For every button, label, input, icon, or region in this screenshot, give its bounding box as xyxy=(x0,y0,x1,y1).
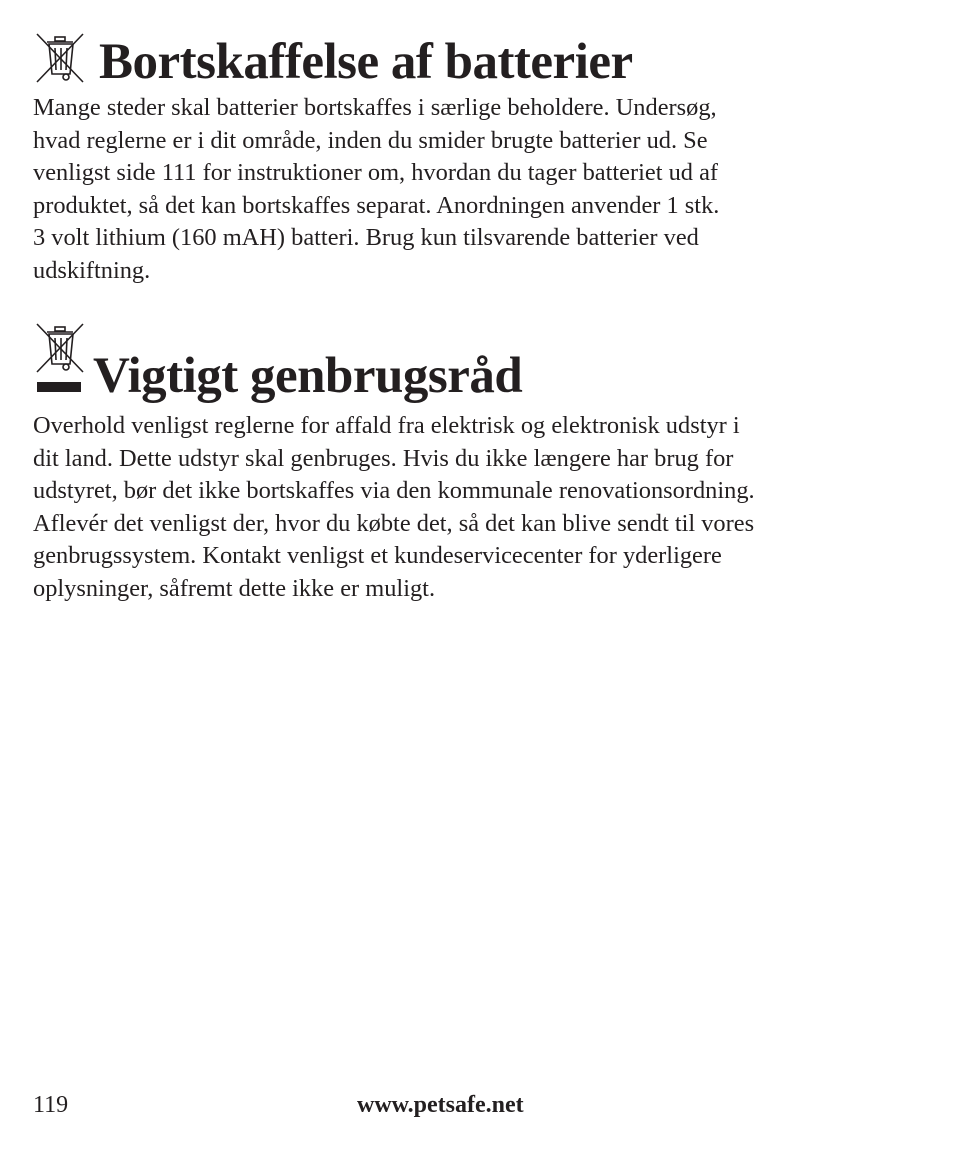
battery-disposal-heading-row xyxy=(33,30,933,90)
paragraph-line: udstyret, bør det ikke bortskaffes via den kommunale renovationsordning. xyxy=(33,477,755,504)
paragraph-line: venligst side 111 for instruktioner om, hvordan du tager batteriet ud af xyxy=(33,159,719,186)
paragraph-line: hvad reglerne er i dit område, inden du smider brugte batterier ud. Se xyxy=(33,126,708,154)
paragraph-line: dit land. Dette udstyr skal genbruges. Hvis du ikke længere har brug for xyxy=(33,444,734,472)
recycling-advice-paragraph xyxy=(33,410,933,605)
battery-disposal-title: Bortskaffelse af batterier xyxy=(99,34,633,90)
paragraph-line: Overhold venligst reglerne for affald fra elektrisk og elektronisk udstyr i xyxy=(33,412,740,439)
paragraph-line: produktet, så det kan bortskaffes separat. Anordningen anvender 1 stk. xyxy=(33,191,720,219)
crossed-out-wheelie-bin-icon xyxy=(33,30,87,86)
footer-website-url: www.petsafe.net xyxy=(357,1092,524,1118)
page-number: 119 xyxy=(33,1092,69,1118)
battery-disposal-section xyxy=(33,30,933,287)
paragraph-line: Mange steder skal batterier bortskaffes i særlige beholdere. Undersøg, xyxy=(33,94,717,121)
recycling-advice-title: Vigtigt genbrugsråd xyxy=(93,348,523,404)
paragraph-line: Aflevér det venligst der, hvor du købte det, så det kan blive sendt til vores xyxy=(33,509,755,537)
paragraph-line: udskiftning. xyxy=(33,256,151,284)
recycling-advice-heading-row xyxy=(33,320,933,404)
paragraph-line: genbrugssystem. Kontakt venligst et kundeservicecenter for yderligere xyxy=(33,542,722,569)
crossed-out-wheelie-bin-with-bar-icon xyxy=(33,320,87,404)
paragraph-line: oplysninger, såfremt dette ikke er muligt. xyxy=(33,574,436,602)
paragraph-line: 3 volt lithium (160 mAH) batteri. Brug kun tilsvarende batterier ved xyxy=(33,224,699,251)
recycling-advice-section xyxy=(33,320,933,605)
battery-disposal-paragraph xyxy=(33,92,933,287)
